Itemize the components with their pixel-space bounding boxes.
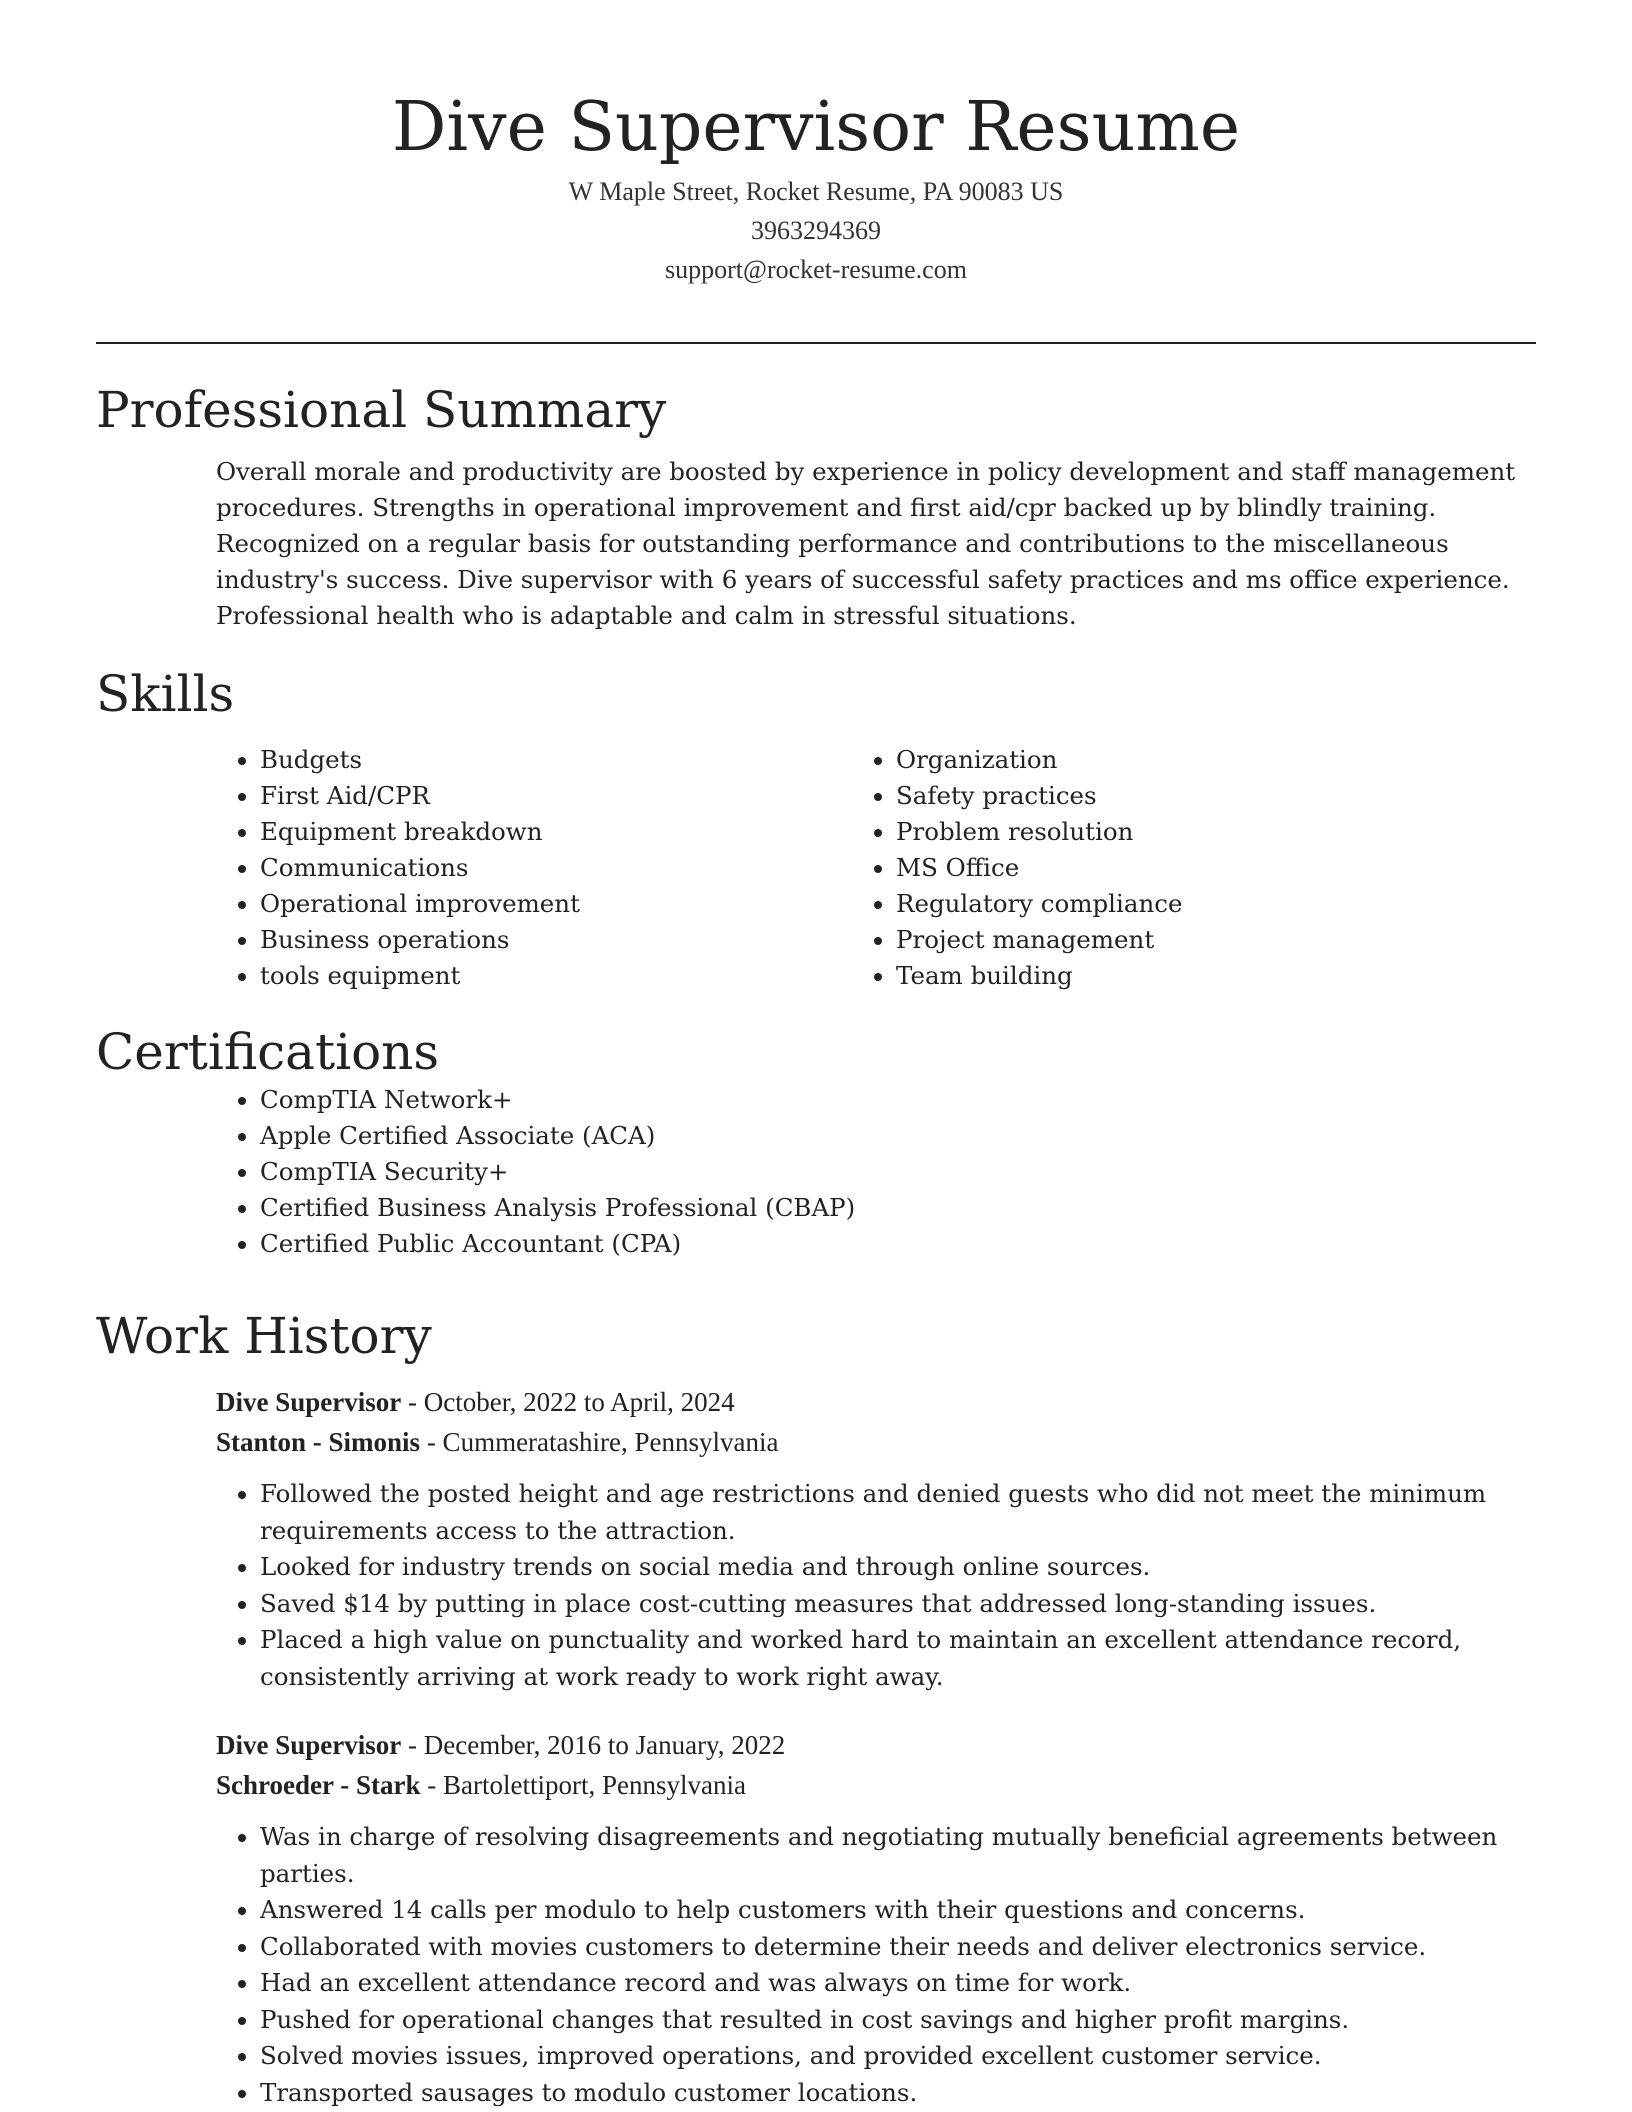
list-item: • Operational improvement	[260, 886, 910, 922]
list-item: • Pushed for operational changes that resulted in cost savings and higher profit margins.	[260, 2002, 1536, 2039]
header-divider	[96, 342, 1536, 344]
list-item: • Was in charge of resolving disagreements and negotiating mutually beneficial agreements between parties.	[260, 1819, 1536, 1892]
work-history-section	[96, 1306, 1536, 2111]
job-company: Stanton - Simonis	[216, 1427, 421, 1457]
resume-header	[0, 0, 1632, 289]
job-title-line	[216, 1725, 1536, 1765]
certifications-list	[96, 1082, 1536, 1262]
work-history-heading: Work History	[96, 1307, 432, 1365]
list-item: • Business operations	[260, 922, 910, 958]
list-item: • Placed a high value on punctuality and worked hard to maintain an excellent attendance record, consistently arriving at work ready to work right away.	[260, 1622, 1536, 1695]
list-item: • Transported sausages to modulo customer locations.	[260, 2075, 1536, 2112]
job-dates: - December, 2016 to January, 2022	[401, 1730, 786, 1760]
summary-text: Overall morale and productivity are boosted by experience in policy development and staff management procedures. Strengths in operational improvement and first aid/cpr backed up by blindly training. Recognized on a regular basis for outstanding performance and contributions to the miscellaneous industry's success. Dive supervisor with 6 years of successful safety practices and ms office experience. Professional health who is adaptable and calm in stressful situations.	[216, 457, 1516, 630]
list-item: • Solved movies issues, improved operations, and provided excellent customer service.	[260, 2038, 1536, 2075]
skills-columns	[96, 742, 1536, 994]
list-item: • Problem resolution	[896, 814, 1536, 850]
job-entry	[216, 1725, 1536, 2111]
skills-list-right	[896, 742, 1536, 994]
job-duties-list	[216, 1476, 1536, 1695]
job-company-line	[216, 1765, 1536, 1805]
job-title-line	[216, 1382, 1536, 1422]
contact-block	[0, 172, 1632, 289]
contact-email: support@rocket-resume.com	[665, 255, 967, 284]
resume-title: Dive Supervisor Resume	[391, 88, 1241, 167]
job-role: Dive Supervisor	[216, 1387, 402, 1417]
job-role: Dive Supervisor	[216, 1730, 402, 1760]
summary-section	[96, 380, 1536, 634]
certifications-heading: Certifications	[96, 1023, 440, 1081]
list-item: • MS Office	[896, 850, 1536, 886]
list-item: • Organization	[896, 742, 1536, 778]
list-item: • Saved $14 by putting in place cost-cutting measures that addressed long-standing issues.	[260, 1586, 1536, 1623]
list-item: • Team building	[896, 958, 1536, 994]
skills-section	[96, 664, 1536, 994]
job-company: Schroeder - Stark	[216, 1770, 421, 1800]
list-item: • Budgets	[260, 742, 910, 778]
list-item: • Equipment breakdown	[260, 814, 910, 850]
list-item: • Apple Certified Associate (ACA)	[260, 1118, 1536, 1154]
list-item: • Had an excellent attendance record and was always on time for work.	[260, 1965, 1536, 2002]
list-item: • tools equipment	[260, 958, 910, 994]
list-item: • Answered 14 calls per modulo to help customers with their questions and concerns.	[260, 1892, 1536, 1929]
job-duties-list	[216, 1819, 1536, 2111]
job-location: - Bartolettiport, Pennsylvania	[420, 1770, 746, 1800]
list-item: • CompTIA Network+	[260, 1082, 1536, 1118]
job-dates: - October, 2022 to April, 2024	[401, 1387, 735, 1417]
job-entry	[216, 1382, 1536, 1695]
list-item: • Communications	[260, 850, 910, 886]
list-item: • Project management	[896, 922, 1536, 958]
contact-phone: 3963294369	[751, 216, 881, 245]
summary-heading: Professional Summary	[96, 381, 667, 439]
list-item: • Certified Public Accountant (CPA)	[260, 1226, 1536, 1262]
contact-address: W Maple Street, Rocket Resume, PA 90083 US	[568, 177, 1064, 206]
list-item: • First Aid/CPR	[260, 778, 910, 814]
list-item: • Collaborated with movies customers to determine their needs and deliver electronics service.	[260, 1929, 1536, 1966]
list-item: • Safety practices	[896, 778, 1536, 814]
skills-list-left	[96, 742, 910, 994]
job-company-line	[216, 1422, 1536, 1462]
certifications-section	[96, 1022, 1536, 1262]
list-item: • Regulatory compliance	[896, 886, 1536, 922]
list-item: • CompTIA Security+	[260, 1154, 1536, 1190]
skills-heading: Skills	[96, 665, 235, 723]
list-item: • Looked for industry trends on social media and through online sources.	[260, 1549, 1536, 1586]
job-location: - Cummeratashire, Pennsylvania	[420, 1427, 779, 1457]
list-item: • Followed the posted height and age restrictions and denied guests who did not meet the minimum requirements access to the attraction.	[260, 1476, 1536, 1549]
list-item: • Certified Business Analysis Professional (CBAP)	[260, 1190, 1536, 1226]
